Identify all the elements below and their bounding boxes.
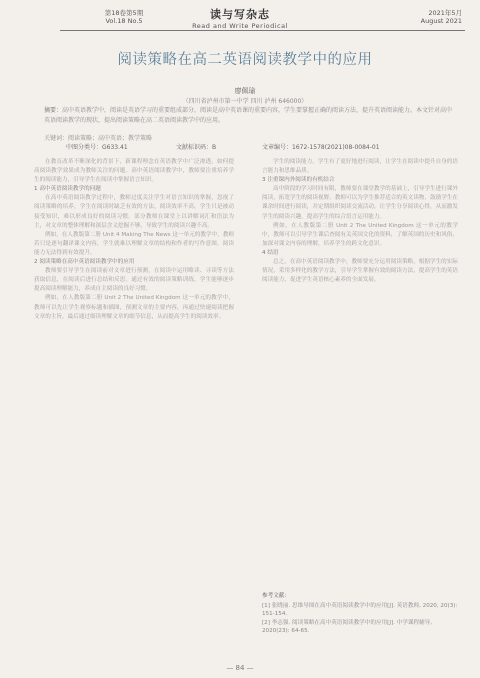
header-journal-name [170,6,310,30]
document-code: 文献标识码：B [176,144,217,151]
body-paragraph: 总之，在高中英语阅读教学中，教师要充分运用阅读策略，根据学生的实际情况，采用多样化的教学方法，引导学生掌握有效的阅读方法，提高学生的英语阅读能力，促进学生英语核心素养的全面发展。 [262,259,458,284]
header-volume-info [74,9,174,25]
abstract-label: 摘要： [44,107,63,114]
abstract [44,106,456,125]
journal-name-en: Read and Write Periodical [192,22,288,30]
body-paragraph: 例如，在人教版第二册 Unit 2 The United Kingdom 这一单元的教学中，教师可以先让学生观察标题和插图，预测文章的主要内容，再通过快速阅读把握文章的主旨，最后通过细读理解文章的细节信息，从而提高学生的阅读效率。 [34,295,234,320]
section-heading: 1 高中英语阅读教学的问题 [34,186,101,193]
article-number: 文章编号：1672-1578(2021)08-0084-01 [262,144,380,151]
body-paragraph: 在教育改革不断深化的背景下，新课程理念在英语教学中广泛渗透，如何提高阅读教学效果成为教师关注的问题。高中英语阅读教学中，教师要注重培养学生的阅读能力，引导学生在阅读中掌握语言知识。 [34,159,234,184]
section-heading: 3 注重课内外阅读的有机结合 [262,177,335,184]
article-author: 廖佩瑜 [234,87,256,95]
clc-number: 中图分类号：G633.41 [66,144,128,151]
body-right-column [262,158,458,496]
keywords-label: 关键词： [44,135,69,142]
header-date-zh: 2021年5月 [428,9,462,17]
header-divider [60,30,465,31]
reference-item: [1] 张晓丽. 思维导图在高中英语阅读教学中的应用[J]. 英语教师, 2020, 20(3): 151-154. [262,603,458,617]
body-paragraph: 学生的阅读能力，学生有了更好地进行阅读，让学生在阅读中提升自身的语言能力和思维品质。 [262,159,458,175]
reference-item: [2] 李志强. 阅读策略在高中英语阅读教学中的应用[J]. 中学课程辅导, 2020(23): 64-65. [262,620,433,634]
keywords [44,133,456,142]
body-left-column [34,158,234,656]
references-heading: 参考文献： [262,593,290,599]
journal-name-zh: 读与写杂志 [210,8,270,21]
section-heading: 2 阅读策略在高中英语阅读教学中的应用 [34,259,135,266]
section-heading: 4 结语 [262,249,279,256]
body-paragraph: 高中阶段的学习时间有限，教师要在课堂教学的基础上，引导学生进行课外阅读，拓宽学生的阅读视野。教师可以为学生推荐适合的英文读物，鼓励学生在课余时间进行阅读，并定期组织阅读交流活动，让学生分享阅读心得，从而激发学生的阅读兴趣，提高学生的综合语言运用能力。 [262,186,458,220]
body-paragraph: 例如，在人教版第二册 Unit 2 The United Kingdom 这一单元的教学中，教师可以引导学生课后查阅有关英国文化的资料，了解英国的历史和风俗，加深对课文内容的理解，培养学生的跨文化意识。 [262,222,458,247]
body-paragraph: 例如，在人教版第二册 Unit 4 Making The News 这一单元的教学中，教师若只是逐句翻译课文内容，学生就难以理解文章的结构和作者的写作意图，阅读能力无法得到有效提升。 [34,231,234,256]
header-volume-zh: 第18卷第5期 [104,9,144,17]
body-paragraph: 教师要引导学生在阅读前对文章进行预测，在阅读中运用略读、寻读等方法获取信息，在阅读后进行总结和反思。通过有效的阅读策略训练，学生能够逐步提高阅读理解能力，养成自主阅读的良好习惯。 [34,268,234,293]
article-title: 阅读策略在高二英语阅读教学中的应用 [117,52,373,68]
references [262,592,458,636]
author-affiliation: （四川省泸州市第一中学 四川 泸州 646000） [182,98,308,105]
page-number: — 84 — [226,664,254,672]
keywords-text: 阅读策略；高中英语；教学策略 [68,135,153,142]
abstract-text: 高中英语教学中，阅读是英语学习的重要组成部分，阅读是高中英语课的重要内容，学生要掌握正确的阅读方法，提升英语阅读能力。本文针对高中英语阅读教学的现状，提出阅读策略在高二英语阅读教学中的应用。 [44,107,453,124]
body-paragraph: 在高中英语阅读教学过程中，教师过度关注学生对语言知识的掌握，忽视了阅读策略的培养，学生在阅读时缺乏有效的方法，阅读效率不高，学生只是被动接受知识，难以形成良好的阅读习惯。部分教师在课堂上以讲解词汇和语法为主，对文章的整体理解和深层含义挖掘不够，导致学生的阅读兴趣不高。 [34,195,234,229]
header-date-info [382,9,462,25]
header-date-en: August 2021 [420,17,462,25]
header-volume-en: Vol.18 No.5 [105,17,143,25]
